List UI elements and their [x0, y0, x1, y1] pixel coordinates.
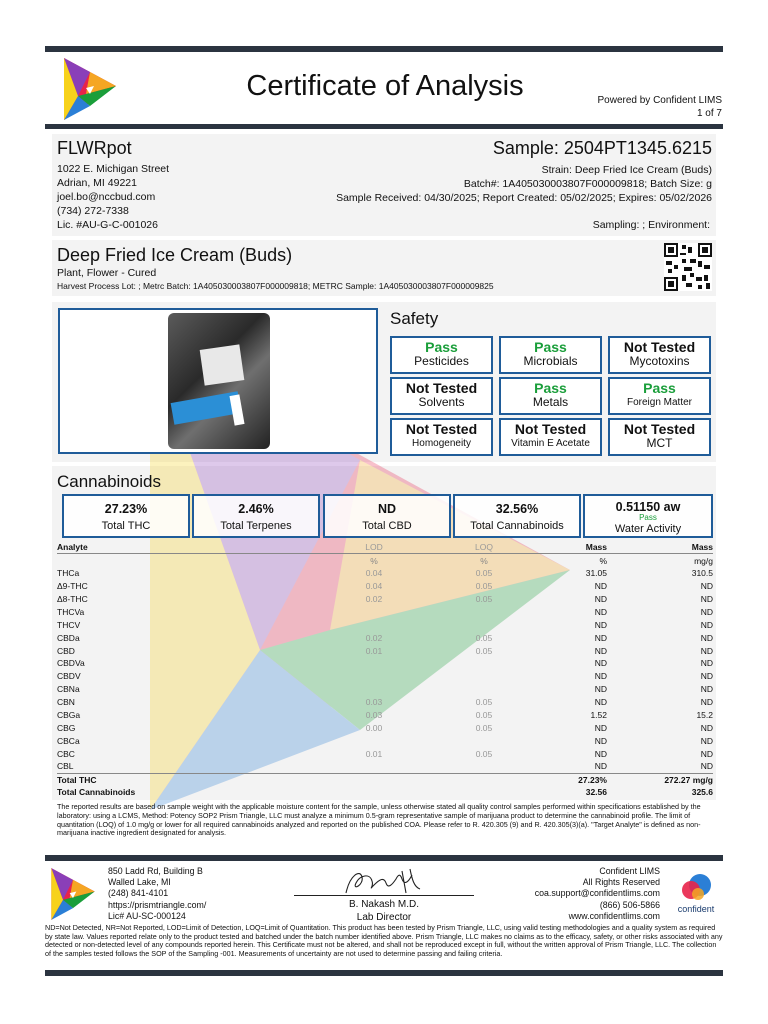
top-bar	[45, 46, 723, 52]
table-row	[57, 580, 713, 593]
table-total-row	[57, 773, 713, 786]
table-cell: 0.05	[475, 645, 493, 656]
table-cell	[319, 605, 429, 618]
summary-label: Total Cannabinoids	[470, 520, 564, 532]
table-cell	[319, 734, 429, 747]
table-cell: CBCa	[57, 735, 80, 746]
sample-dates: Sample Received: 04/30/2025; Report Created: 05/02/2025; Expires: 05/02/2026	[336, 192, 712, 204]
summary-total-thc	[62, 494, 190, 538]
cannabinoid-table	[57, 541, 713, 799]
table-row	[57, 709, 713, 722]
table-cell	[429, 773, 539, 786]
table-cell: ND	[700, 761, 713, 772]
table-cell: 325.6	[691, 787, 713, 798]
qr-code	[664, 243, 712, 291]
safety-test-microbials	[499, 336, 602, 374]
signature-line	[294, 895, 474, 896]
signature	[340, 865, 428, 899]
safety-result: Pass	[534, 339, 567, 355]
table-cell: ND	[700, 697, 713, 708]
footer-top-bar	[45, 855, 723, 861]
table-cell: 0.05	[475, 568, 493, 579]
footer-address-line: 850 Ladd Rd, Building B	[108, 866, 203, 876]
table-cell	[429, 760, 539, 773]
table-cell: THCVa	[57, 606, 85, 617]
table-cell: ND	[594, 581, 607, 592]
summary-label: Total Terpenes	[220, 520, 292, 532]
table-cell: ND	[700, 658, 713, 669]
table-row	[57, 657, 713, 670]
lab-email: joel.bo@nccbud.com	[57, 191, 156, 203]
sample-details	[336, 163, 712, 205]
table-cell	[319, 670, 429, 683]
table-row	[57, 760, 713, 773]
safety-result: Not Tested	[405, 380, 478, 396]
table-row	[57, 747, 713, 760]
table-cell: ND	[700, 645, 713, 656]
table-cell: 0.05	[475, 710, 493, 721]
table-cell: Total Cannabinoids	[57, 787, 136, 798]
safety-test-name: Microbials	[523, 354, 578, 368]
table-cell: ND	[700, 606, 713, 617]
header-rule	[45, 124, 723, 129]
prism-triangle-footer-logo	[48, 866, 98, 922]
table-cell	[429, 618, 539, 631]
table-cell: CBD	[57, 645, 75, 656]
table-row	[57, 670, 713, 683]
table-cell: ND	[594, 697, 607, 708]
lab-contact	[57, 162, 169, 232]
table-cell: ND	[700, 671, 713, 682]
confident-logo-word: confident	[677, 904, 715, 914]
table-row	[57, 593, 713, 606]
table-cell: ND	[700, 748, 713, 759]
safety-result: Not Tested	[405, 421, 478, 437]
table-cell: Total THC	[57, 773, 319, 786]
footer-disclaimer: ND=Not Detected, NR=Not Reported, LOD=Limit of Detection, LOQ=Limit of Quantitation. This product has been tested by Prism Triangle, LLC, using valid testing methodologies and a quality system as required by state law. Values reported relate only to the product tested and batched under the batch number identified above. Prism Triangle, LLC makes no claims as to the efficacy, safety, or other risks associated with any detected or non-detected level of any compounds reported herein. This Certificate must not be altered, and shall not be reproduced except in full, without the written approval of Prism Triangle, LLC. The collection of the samples tested follows the SOP of the Sampling -001. Measurements of uncertainty are not used to determine passing and failing criteria.	[45, 923, 723, 958]
safety-test-mycotoxins	[608, 336, 711, 374]
safety-test-name: Solvents	[418, 395, 465, 409]
table-cell: %	[480, 555, 488, 566]
safety-result: Pass	[425, 339, 458, 355]
summary-label: Total CBD	[362, 520, 412, 532]
table-cell	[429, 734, 539, 747]
table-cell: CBN	[57, 697, 75, 708]
table-cell: CBDV	[57, 671, 81, 682]
safety-test-name: Foreign Matter	[626, 397, 693, 408]
product-photo	[168, 313, 270, 449]
table-cell: ND	[594, 722, 607, 733]
table-cell	[429, 683, 539, 696]
table-cell: 0.02	[365, 632, 383, 643]
table-cell: 310.5	[691, 568, 713, 579]
safety-result: Not Tested	[623, 339, 696, 355]
table-cell	[319, 683, 429, 696]
table-cell: CBNa	[57, 684, 80, 695]
confident-logo	[676, 872, 716, 916]
table-cell: 0.03	[365, 710, 383, 721]
safety-test-mct	[608, 418, 711, 456]
table-header-row	[57, 541, 713, 554]
footer-license: Lic# AU-SC-000124	[108, 910, 186, 921]
table-total-row	[57, 786, 713, 799]
table-cell: 0.05	[475, 594, 493, 604]
summary-total-cbd	[323, 494, 451, 538]
table-cell: 0.01	[365, 748, 383, 759]
confident-website[interactable]: www.confidentlims.com	[568, 910, 660, 921]
bottom-bar	[45, 970, 723, 976]
col-mass-pct: Mass	[539, 541, 607, 554]
product-photo-tag-strip	[229, 394, 244, 425]
table-cell: ND	[594, 735, 607, 746]
safety-result: Pass	[643, 380, 676, 396]
footer-address-line: Walled Lake, MI	[108, 877, 171, 888]
sample-id: Sample: 2504PT1345.6215	[492, 138, 712, 158]
product-type: Plant, Flower - Cured	[57, 267, 157, 279]
product-photo-label	[200, 344, 245, 385]
table-cell: ND	[594, 658, 607, 669]
summary-value: 32.56%	[495, 502, 539, 516]
safety-result: Not Tested	[514, 421, 587, 437]
table-cell: %	[599, 555, 607, 566]
confident-email[interactable]: coa.support@confidentlims.com	[534, 888, 660, 899]
safety-test-name: Vitamin E Acetate	[511, 438, 590, 449]
summary-water-activity	[583, 494, 713, 538]
summary-label: Water Activity	[614, 523, 682, 535]
table-cell	[319, 618, 429, 631]
safety-test-pesticides	[390, 336, 493, 374]
table-cell: CBL	[57, 761, 74, 772]
lab-address-line1: 1022 E. Michigan Street	[57, 163, 170, 175]
table-cell	[319, 786, 429, 799]
table-cell: 0.05	[475, 722, 493, 733]
table-cell	[319, 773, 429, 786]
table-cell: 0.05	[475, 581, 493, 592]
table-row	[57, 631, 713, 644]
table-cell: ND	[700, 594, 713, 604]
safety-test-name: Pesticides	[414, 354, 469, 368]
table-cell: ND	[594, 761, 607, 772]
safety-result: Not Tested	[623, 421, 696, 437]
product-photo-frame	[58, 308, 378, 454]
footer-phone: (248) 841-4101	[108, 888, 169, 899]
product-name: Deep Fried Ice Cream (Buds)	[57, 245, 293, 265]
footer-website[interactable]: https://prismtriangle.com/	[108, 899, 207, 910]
table-cell	[319, 657, 429, 670]
col-lod: LOD	[319, 541, 429, 554]
table-cell: 32.56	[585, 787, 607, 798]
table-cell: 1.52	[590, 710, 607, 721]
table-cell	[319, 760, 429, 773]
table-cell: CBDa	[57, 632, 80, 643]
safety-test-foreign-matter	[608, 377, 711, 415]
table-cell: 15.2	[696, 710, 713, 721]
table-cell: ND	[594, 684, 607, 695]
table-cell: 272.27 mg/g	[607, 773, 713, 786]
summary-total-cannabinoids	[453, 494, 581, 538]
table-cell: 27.23%	[539, 773, 607, 786]
table-cell	[429, 605, 539, 618]
summary-status: Pass	[639, 513, 657, 522]
page-title: Certificate of Analysis	[246, 70, 524, 102]
table-cell	[429, 786, 539, 799]
confident-phone: (866) 506-5866	[599, 899, 660, 910]
table-cell: ND	[594, 748, 607, 759]
table-cell: ND	[594, 606, 607, 617]
table-cell: ND	[700, 581, 713, 592]
lab-phone: (734) 272-7338	[57, 205, 129, 217]
table-cell: ND	[594, 619, 607, 630]
footer-confident-info	[535, 866, 660, 922]
powered-by-text: Powered by Confident LIMS	[597, 95, 722, 106]
lab-address-line2: Adrian, MI 49221	[57, 177, 137, 189]
sample-strain: Strain: Deep Fried Ice Cream (Buds)	[541, 164, 712, 176]
table-cell: ND	[594, 671, 607, 682]
table-cell: ND	[594, 632, 607, 643]
table-cell: ND	[700, 735, 713, 746]
table-cell: 31.05	[585, 568, 607, 579]
summary-value: 27.23%	[104, 502, 148, 516]
table-cell: 0.03	[365, 697, 383, 708]
table-cell: Δ8-THC	[57, 594, 88, 604]
safety-test-vitamin-e-acetate	[499, 418, 602, 456]
summary-value: ND	[377, 502, 397, 516]
signer-name: B. Nakash M.D.	[348, 899, 420, 910]
safety-heading: Safety	[390, 309, 439, 328]
table-cell: 0.05	[475, 748, 493, 759]
table-row	[57, 605, 713, 618]
summary-value: 0.51150 aw	[615, 500, 681, 514]
col-loq: LOQ	[429, 541, 539, 554]
safety-test-name: MCT	[646, 436, 673, 450]
lab-name: FLWRpot	[57, 138, 132, 158]
signer-title: Lab Director	[356, 912, 412, 923]
table-cell: ND	[594, 645, 607, 656]
confident-logo-icon	[678, 872, 714, 902]
table-cell: ND	[594, 594, 607, 604]
table-row	[57, 721, 713, 734]
table-cell: 0.04	[365, 581, 383, 592]
table-cell	[429, 670, 539, 683]
table-cell: ND	[700, 619, 713, 630]
footer-lab-address	[108, 866, 206, 922]
table-row	[57, 683, 713, 696]
table-cell: ND	[700, 632, 713, 643]
table-row	[57, 696, 713, 709]
table-cell: THCV	[57, 619, 81, 630]
table-row	[57, 567, 713, 580]
table-cell: 0.01	[365, 645, 383, 656]
sample-batch: Batch#: 1A405030003807F000009818; Batch Size: g	[463, 178, 712, 190]
table-cell: CBDVa	[57, 658, 85, 669]
cannabinoid-note: The reported results are based on sample weight with the applicable moisture content for the sample, unless otherwise stated all quality control samples performed within specifications established by the laboratory: using a LCMS, Method: Potency SOP2 Prism Triangle, LLC must analyze a minimum 0.5-gram representative sample of marijuana product to determine the cannabinoid profile. The limit of quantitation (LOQ) of 1.0 mg/g or lower for all required cannabinoids analyzed and reported on the published COA. Please refer to R. 420.305 (9) and R. 420.305(3)(a). "Target Analyte" is defined as non-marijuana inactive ingredient designated for analysis.	[57, 802, 701, 838]
table-cell: CBC	[57, 748, 75, 759]
table-cell	[429, 657, 539, 670]
table-row	[57, 734, 713, 747]
table-cell: 0.00	[365, 722, 383, 733]
summary-value: 2.46%	[238, 502, 274, 516]
safety-test-name: Metals	[532, 395, 569, 409]
table-cell: CBG	[57, 722, 76, 733]
powered-by	[597, 94, 722, 120]
safety-test-name: Homogeneity	[412, 438, 471, 449]
table-cell: 0.02	[365, 594, 383, 604]
lab-license: Lic. #AU-G-C-001026	[57, 219, 158, 231]
cannabinoids-heading: Cannabinoids	[57, 472, 161, 491]
table-cell: THCa	[57, 568, 80, 579]
table-row	[57, 618, 713, 631]
page-number: 1 of 7	[696, 108, 722, 119]
safety-test-solvents	[390, 377, 493, 415]
table-cell: 0.04	[365, 568, 383, 579]
table-cell: ND	[700, 722, 713, 733]
col-analyte: Analyte	[57, 541, 319, 554]
summary-label: Total THC	[101, 520, 151, 532]
table-row	[57, 644, 713, 657]
safety-test-name: Mycotoxins	[629, 354, 690, 368]
safety-test-homogeneity	[390, 418, 493, 456]
table-units-row	[57, 554, 713, 567]
table-cell: %	[370, 555, 378, 566]
prism-triangle-logo	[60, 56, 120, 122]
table-cell: mg/g	[694, 555, 713, 566]
table-cell: 0.05	[475, 632, 493, 643]
confident-rights: All Rights Reserved	[582, 877, 660, 888]
safety-result: Pass	[534, 380, 567, 396]
table-cell	[57, 554, 319, 567]
col-mass-mgg: Mass	[607, 541, 713, 554]
table-cell: ND	[700, 684, 713, 695]
table-cell: Δ9-THC	[57, 581, 88, 592]
summary-total-terpenes	[192, 494, 320, 538]
safety-test-metals	[499, 377, 602, 415]
sampling-info: Sampling: ; Environment:	[592, 219, 710, 231]
table-cell: 0.05	[475, 697, 493, 708]
confident-name: Confident LIMS	[599, 866, 660, 876]
table-cell: CBGa	[57, 710, 81, 721]
product-lots: Harvest Process Lot: ; Metrc Batch: 1A405030003807F000009818; METRC Sample: 1A405030003807F000009825	[57, 281, 494, 291]
